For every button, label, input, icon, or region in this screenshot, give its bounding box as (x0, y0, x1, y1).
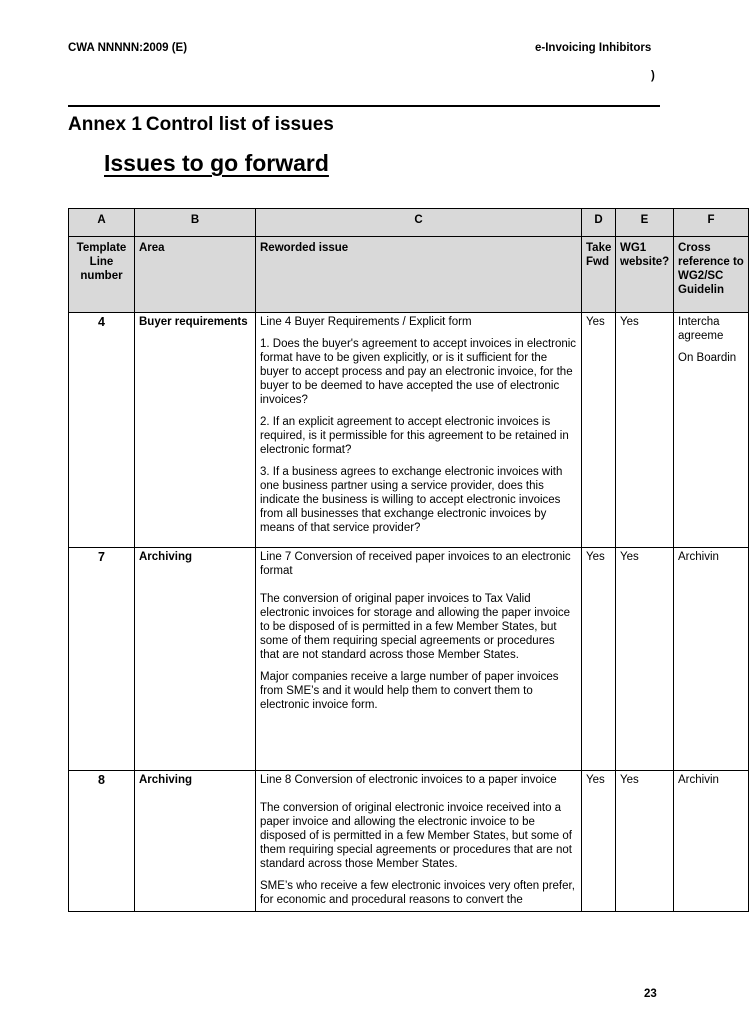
crossref-item: Intercha agreeme (678, 316, 724, 342)
column-header: Area (135, 237, 256, 313)
issues-table (68, 208, 749, 912)
issue-paragraph: Major companies receive a large number of paper invoices from SME’s and it would help them to convert them to electronic invoice form. (260, 671, 559, 711)
line-number: 7 (69, 548, 135, 771)
column-letter: A (69, 209, 135, 237)
area-cell: Archiving (135, 548, 256, 771)
column-letter-row (69, 209, 749, 237)
issue-paragraph: 1. Does the buyer's agreement to accept invoices in electronic format have to be given explicitly, or is it sufficient for the buyer to accept process and pay an electronic invoice, for the buyer to be deemed to have accepted the use of electronic invoices? (260, 338, 577, 406)
header-rule (68, 105, 660, 107)
column-header: Template Line number (69, 237, 135, 313)
annex-number: Annex 1 (68, 114, 142, 135)
section-title: Issues to go forward (104, 150, 329, 176)
issue-paragraph: Line 7 Conversion of received paper invoices to an electronic format (260, 551, 571, 577)
column-letter: B (135, 209, 256, 237)
issue-paragraph: SME’s who receive a few electronic invoices very often prefer, for economic and procedural reasons to convert the (260, 880, 575, 906)
issue-paragraph: 2. If an explicit agreement to accept electronic invoices is required, is it permissible for this agreement to be retained in electronic format? (260, 416, 569, 456)
line-number: 4 (69, 313, 135, 548)
issue-paragraph: The conversion of original electronic invoice received into a paper invoice and allowing the electronic invoice to be disposed of is permitted in a few Member States, but some of them requiring special agreements or procedures that are not standard across those Member States. (260, 802, 572, 870)
page-number: 23 (644, 988, 657, 1000)
area-cell: Buyer requirements (135, 313, 256, 548)
column-letter: D (582, 209, 616, 237)
website-cell: Yes (616, 771, 674, 912)
header-document-id: CWA NNNNN:2009 (E) (68, 42, 188, 54)
crossref-item: Archivin (678, 774, 719, 786)
website-cell: Yes (616, 548, 674, 771)
take-fwd-cell: Yes (582, 771, 616, 912)
column-header: Take Fwd (582, 237, 616, 313)
line-number: 8 (69, 771, 135, 912)
column-letter: C (256, 209, 582, 237)
issue-paragraph: 3. If a business agrees to exchange electronic invoices with one business partner using a service provider, does this indicate the business is willing to accept electronic invoices from all businesses that exchange electronic invoices by means of that service provider? (260, 466, 563, 534)
crossref-cell (674, 548, 749, 771)
column-letter: E (616, 209, 674, 237)
issue-cell (256, 548, 582, 771)
issue-cell (256, 313, 582, 548)
table-row (69, 771, 749, 912)
table-row (69, 548, 749, 771)
crossref-item: On Boardin (678, 352, 737, 364)
column-header: WG1 website? (616, 237, 674, 313)
column-header: Cross reference to WG2/SC Guidelin (674, 237, 749, 313)
crossref-cell (674, 771, 749, 912)
issue-paragraph: Line 8 Conversion of electronic invoices to a paper invoice (260, 774, 557, 786)
header-row (69, 237, 749, 313)
annex-title: Control list of issues (145, 114, 334, 135)
crossref-item: Archivin (678, 551, 719, 563)
header-document-title: e-Invoicing Inhibitors (535, 42, 652, 54)
table-row (69, 313, 749, 548)
website-cell: Yes (616, 313, 674, 548)
crossref-cell (674, 313, 749, 548)
area-cell: Archiving (135, 771, 256, 912)
issue-cell (256, 771, 582, 912)
issue-paragraph: The conversion of original paper invoices to Tax Valid electronic invoices for storage and allowing the paper invoice to be disposed of is permitted in a few Member States, but some of them requiring special agreements or procedures that are not standard across those Member States. (260, 593, 571, 661)
header-title-continuation: ) (651, 70, 655, 82)
issue-paragraph: Line 4 Buyer Requirements / Explicit form (260, 316, 472, 328)
column-header: Reworded issue (256, 237, 582, 313)
annex-heading (68, 114, 334, 136)
take-fwd-cell: Yes (582, 548, 616, 771)
take-fwd-cell: Yes (582, 313, 616, 548)
column-letter: F (674, 209, 749, 237)
